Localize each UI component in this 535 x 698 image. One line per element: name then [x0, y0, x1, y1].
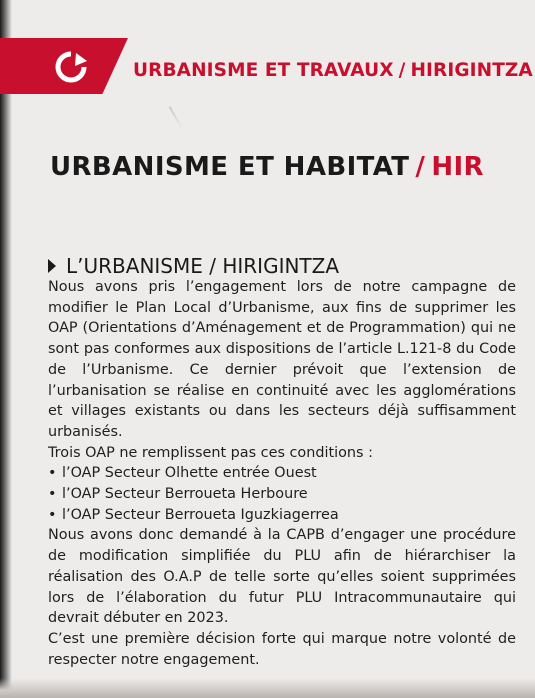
circular-arrow-icon	[54, 50, 88, 84]
section-separator: /	[398, 60, 406, 81]
section-name: URBANISME ET TRAVAUX	[133, 60, 394, 81]
oap-list	[48, 463, 516, 525]
page-title-separator: /	[415, 152, 426, 182]
article-heading	[48, 254, 339, 278]
list-item: • l’OAP Secteur Berroueta Herboure	[48, 484, 516, 505]
page-bottom-shadow	[0, 678, 535, 698]
paper-crease	[169, 106, 184, 130]
page-title	[50, 152, 484, 182]
section-name-basque: HIRIGINTZA	[410, 60, 533, 81]
article-heading-text: L’URBANISME / HIRIGINTZA	[66, 254, 340, 278]
list-item: • l’OAP Secteur Olhette entrée Ouest	[48, 463, 516, 484]
page-binding-shadow	[0, 0, 12, 698]
paragraph: Nous avons pris l’engagement lors de notre campagne de modifier le Plan Local d’Urbanisme, aux fins de supprimer les OAP (Orientations d’Aménagement et de Programmation) qui ne sont pas conformes aux dispositions de l’article L.121-8 du Code de l’Urbanisme. Ce dernier prévoit que l’extension de l’urbanisation se réalise en continuité avec les agglomérations et villages existants ou dans les secteurs déjà suffisamment urbanisés.	[48, 279, 516, 440]
page-title-basque: HIR	[431, 152, 484, 182]
page-title-main: URBANISME ET HABITAT	[50, 152, 410, 182]
paragraph: Nous avons donc demandé à la CAPB d’engager une procédure de modification simplifiée du PLU afin de hiérarchiser la réalisation des O.A.P de telle sorte qu’elles soient supprimées lors de l’élaboration du futur PLU Intracommunautaire qui devrait débuter en 2023.	[48, 527, 516, 627]
paragraph: C’est une première décision forte qui marque notre volonté de respecter notre engagement.	[48, 630, 516, 668]
half-circle-bullet-icon	[48, 259, 56, 273]
list-intro: Trois OAP ne remplissent pas ces conditions :	[48, 444, 373, 461]
section-header-label	[133, 60, 533, 81]
list-item: • l’OAP Secteur Berroueta Iguzkiagerrea	[48, 505, 516, 526]
article-body	[48, 277, 516, 670]
section-header	[0, 38, 535, 94]
